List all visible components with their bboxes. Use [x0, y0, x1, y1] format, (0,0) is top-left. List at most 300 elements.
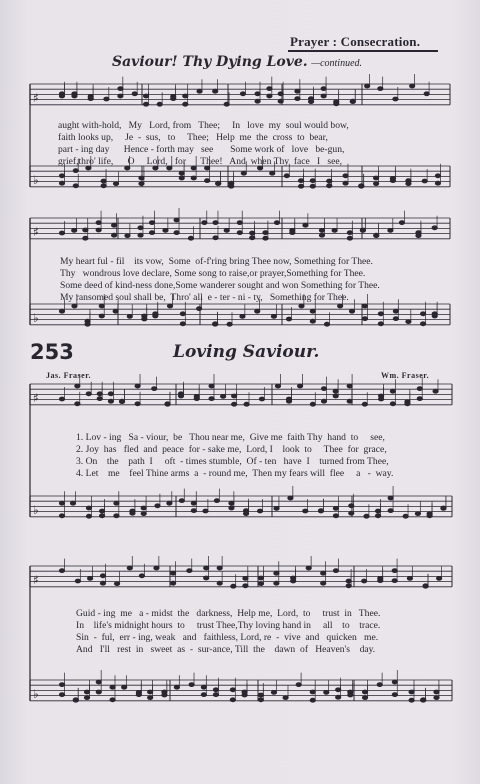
note-head	[343, 174, 348, 178]
note-head	[362, 304, 367, 308]
note-head	[197, 307, 202, 311]
note-head	[202, 221, 207, 225]
note-head	[271, 315, 276, 319]
clef-symbol: ♭	[33, 687, 39, 701]
note-head	[183, 102, 188, 106]
note-head	[72, 229, 77, 233]
note-head	[349, 309, 354, 313]
note-head	[141, 512, 146, 516]
note-head	[321, 399, 326, 403]
note-head	[327, 179, 332, 183]
note-head	[83, 236, 88, 240]
note-head	[59, 514, 64, 518]
note-head	[209, 384, 214, 388]
note-head	[333, 507, 338, 511]
note-head	[99, 514, 104, 518]
composer-credit: Jas. Fraser.	[46, 371, 92, 380]
note-head	[373, 182, 378, 186]
note-head	[415, 512, 420, 516]
note-head	[191, 509, 196, 513]
note-head	[205, 179, 210, 183]
note-head	[221, 395, 226, 399]
note-head	[84, 690, 89, 694]
note-head	[101, 179, 106, 183]
note-head	[217, 581, 222, 585]
note-head	[143, 94, 148, 98]
note-head	[349, 504, 354, 508]
note-head	[135, 402, 140, 406]
hymn-title: Loving Saviour.	[173, 342, 320, 362]
note-head	[240, 315, 245, 319]
note-head	[72, 304, 77, 308]
note-head	[216, 181, 221, 185]
clef-symbol: ♭	[33, 503, 39, 517]
note-head	[422, 179, 427, 183]
note-head	[139, 574, 144, 578]
hymn-number: 253	[30, 340, 74, 364]
note-head	[333, 569, 338, 573]
note-head	[113, 309, 118, 313]
note-head	[213, 688, 218, 692]
note-head	[97, 397, 102, 401]
note-head	[180, 312, 185, 316]
note-head	[349, 511, 354, 515]
note-head	[390, 389, 395, 393]
note-head	[378, 579, 383, 583]
note-head	[318, 509, 323, 513]
note-head	[59, 501, 64, 505]
note-head	[229, 501, 234, 505]
note-head	[310, 319, 315, 323]
note-head	[136, 693, 141, 697]
verse-line: 4. Let me feel Thine arms a - round me, Then my fears will flee a - way.	[76, 468, 394, 479]
note-head	[364, 514, 369, 518]
note-head	[306, 566, 311, 570]
note-head	[310, 690, 315, 694]
note-head	[141, 506, 146, 510]
lyric-line: faith looks up, Je - sus, to Thee; Help me the cross to bear,	[58, 132, 328, 143]
note-head	[230, 688, 235, 692]
note-head	[346, 584, 351, 588]
note-head	[297, 384, 302, 388]
note-head	[194, 397, 199, 401]
note-head	[167, 304, 172, 308]
note-head	[388, 496, 393, 500]
note-head	[217, 566, 222, 570]
note-head	[224, 229, 229, 233]
note-head	[327, 184, 332, 188]
note-head	[334, 102, 339, 106]
lyric-line: part - ing day Hence - forth may see Some work of love be-gun,	[58, 144, 345, 155]
note-head	[347, 236, 352, 240]
note-head	[99, 314, 104, 318]
note-head	[240, 92, 245, 96]
note-head	[75, 579, 80, 583]
note-head	[232, 394, 237, 398]
note-head	[157, 102, 162, 106]
note-head	[350, 99, 355, 103]
note-head	[241, 171, 246, 175]
note-head	[258, 582, 263, 586]
note-head	[286, 399, 291, 403]
note-head	[114, 582, 119, 586]
note-head	[319, 233, 324, 237]
continued-lyrics-block-2	[60, 256, 380, 304]
note-head	[255, 309, 260, 313]
note-head	[227, 322, 232, 326]
hymn-verses-part-1	[76, 432, 393, 480]
note-head	[290, 231, 295, 235]
note-head	[179, 176, 184, 180]
clef-symbol: ♭	[33, 173, 39, 187]
note-head	[72, 94, 77, 98]
note-head	[86, 514, 91, 518]
note-head	[165, 402, 170, 406]
note-head	[230, 698, 235, 702]
note-head	[362, 402, 367, 406]
note-head	[114, 514, 119, 518]
note-head	[59, 569, 64, 573]
note-head	[373, 176, 378, 180]
note-head	[392, 579, 397, 583]
note-head	[113, 182, 118, 186]
note-head	[271, 691, 276, 695]
note-head	[441, 506, 446, 510]
note-head	[432, 226, 437, 230]
verse-line: Guid - ing me a - midst the darkness, Help me, Lord, to trust in Thee.	[76, 608, 381, 619]
note-head	[333, 389, 338, 393]
note-head	[118, 87, 123, 91]
note-head	[274, 581, 279, 585]
note-head	[154, 566, 159, 570]
note-head	[138, 233, 143, 237]
note-head	[310, 184, 315, 188]
note-head	[390, 402, 395, 406]
note-head	[96, 221, 101, 225]
note-head	[417, 397, 422, 401]
note-head	[250, 236, 255, 240]
note-head	[108, 399, 113, 403]
note-head	[100, 574, 105, 578]
note-head	[298, 184, 303, 188]
note-head	[127, 566, 132, 570]
note-head	[83, 228, 88, 232]
note-head	[171, 571, 176, 575]
note-head	[435, 181, 440, 185]
note-head	[59, 181, 64, 185]
note-head	[378, 87, 383, 91]
note-head	[59, 693, 64, 697]
note-head	[112, 233, 117, 237]
note-head	[119, 399, 124, 403]
note-head	[378, 312, 383, 316]
note-head	[336, 688, 341, 692]
note-head	[308, 97, 313, 101]
note-head	[114, 501, 119, 505]
clef-symbol: ♯	[33, 91, 39, 105]
note-head	[392, 680, 397, 684]
note-head	[142, 314, 147, 318]
note-head	[189, 683, 194, 687]
note-head	[59, 397, 64, 401]
continued-label: —continued.	[311, 58, 363, 69]
note-head	[365, 84, 370, 88]
note-head	[162, 690, 167, 694]
note-head	[343, 181, 348, 185]
note-head	[179, 171, 184, 175]
verse-line: In life's midnight hours to trust Thee,Thy loving hand in all to trace.	[76, 620, 381, 631]
note-head	[171, 581, 176, 585]
note-head	[263, 231, 268, 235]
note-head	[375, 509, 380, 513]
note-head	[321, 581, 326, 585]
note-head	[59, 174, 64, 178]
note-head	[244, 402, 249, 406]
note-head	[213, 236, 218, 240]
note-head	[417, 387, 422, 391]
note-head	[295, 89, 300, 93]
note-head	[362, 696, 367, 700]
note-head	[433, 389, 438, 393]
note-head	[110, 698, 115, 702]
note-head	[295, 97, 300, 101]
note-head	[243, 584, 248, 588]
note-head	[112, 223, 117, 227]
note-head	[270, 171, 275, 175]
note-head	[375, 514, 380, 518]
note-head	[122, 685, 127, 689]
note-head	[377, 683, 382, 687]
note-head	[201, 693, 206, 697]
lyric-line: Thy wondrous love declare, Some song to raise,or prayer,Something for Thee.	[60, 268, 366, 279]
verse-line: 1. Lov - ing Sa - viour, be Thou near me, Give me faith Thy hand to see,	[76, 432, 385, 443]
note-head	[237, 221, 242, 225]
verse-line: 2. Joy has fled and peace for - sake me, Lord, I look to Thee for grace,	[76, 444, 387, 455]
note-head	[213, 89, 218, 93]
note-head	[435, 174, 440, 178]
note-head	[347, 384, 352, 388]
note-head	[201, 685, 206, 689]
note-head	[388, 509, 393, 513]
note-head	[59, 309, 64, 313]
note-head	[153, 314, 158, 318]
note-head	[348, 690, 353, 694]
note-head	[59, 231, 64, 235]
continued-hymn-title-text: Saviour! Thy Dying Love.	[112, 54, 308, 70]
note-head	[213, 693, 218, 697]
note-head	[310, 698, 315, 702]
note-head	[183, 94, 188, 98]
note-head	[135, 384, 140, 388]
note-head	[434, 696, 439, 700]
note-head	[274, 507, 279, 511]
note-head	[347, 231, 352, 235]
note-head	[96, 690, 101, 694]
note-head	[310, 179, 315, 183]
note-head	[138, 226, 143, 230]
note-head	[86, 392, 91, 396]
note-head	[263, 236, 268, 240]
note-head	[88, 577, 93, 581]
note-head	[258, 576, 263, 580]
note-head	[390, 179, 395, 183]
note-head	[403, 514, 408, 518]
note-head	[149, 221, 154, 225]
note-head	[360, 228, 365, 232]
note-head	[410, 84, 415, 88]
note-head	[379, 394, 384, 398]
verse-line: 3. On the path I oft - times stumble, Of - ten have I turned from Thee,	[76, 456, 389, 467]
note-head	[99, 304, 104, 308]
note-head	[213, 322, 218, 326]
note-head	[96, 228, 101, 232]
lyric-line: My ransomed soul shall be, Thro' all e - ter - ni - ty, Something for Thee.	[60, 292, 349, 303]
note-head	[274, 571, 279, 575]
note-head	[288, 496, 293, 500]
lyric-line: aught with-hold, My Lord, from Thee; In love my soul would bow,	[58, 120, 349, 131]
note-head	[171, 97, 176, 101]
note-head	[332, 229, 337, 233]
note-head	[130, 511, 135, 515]
note-head	[242, 690, 247, 694]
note-head	[362, 579, 367, 583]
note-head	[214, 499, 219, 503]
note-head	[409, 690, 414, 694]
note-head	[108, 392, 113, 396]
note-head	[139, 182, 144, 186]
note-head	[421, 322, 426, 326]
note-head	[393, 97, 398, 101]
note-head	[393, 309, 398, 313]
note-head	[392, 569, 397, 573]
note-head	[393, 317, 398, 321]
note-head	[143, 102, 148, 106]
note-head	[409, 698, 414, 702]
note-head	[321, 387, 326, 391]
note-head	[359, 184, 364, 188]
note-head	[75, 402, 80, 406]
note-head	[278, 99, 283, 103]
clef-symbol: ♯	[33, 573, 39, 587]
note-head	[174, 231, 179, 235]
note-head	[203, 509, 208, 513]
note-head	[178, 394, 183, 398]
note-head	[70, 501, 75, 505]
note-head	[73, 698, 78, 702]
note-head	[88, 97, 93, 101]
note-head	[274, 221, 279, 225]
note-head	[388, 229, 393, 233]
note-head	[291, 576, 296, 580]
note-head	[434, 690, 439, 694]
note-head	[284, 174, 289, 178]
note-head	[174, 685, 179, 689]
note-head	[257, 509, 262, 513]
note-head	[427, 514, 432, 518]
note-head	[84, 696, 89, 700]
note-head	[378, 322, 383, 326]
note-head	[224, 102, 229, 106]
note-head	[132, 92, 137, 96]
note-head	[310, 402, 315, 406]
note-head	[97, 392, 102, 396]
note-head	[283, 696, 288, 700]
section-heading: Prayer : Consecration.	[290, 34, 421, 49]
verse-line: Sin - ful, err - ing, weak and faithless, Lord, re - vive and quicken me.	[76, 632, 379, 643]
clef-symbol: ♭	[33, 311, 39, 325]
note-head	[229, 181, 234, 185]
note-head	[232, 402, 237, 406]
note-head	[324, 322, 329, 326]
note-head	[346, 579, 351, 583]
note-head	[255, 92, 260, 96]
note-head	[298, 179, 303, 183]
note-head	[432, 314, 437, 318]
note-head	[148, 690, 153, 694]
note-head	[406, 179, 411, 183]
note-head	[258, 693, 263, 697]
lyric-line: My heart ful - fil its vow, Some of-f'ring bring Thee now, Something for Thee.	[60, 256, 373, 267]
note-head	[243, 509, 248, 513]
note-head	[191, 501, 196, 505]
note-head	[139, 176, 144, 180]
note-head	[416, 231, 421, 235]
note-head	[59, 94, 64, 98]
clef-symbol: ♯	[33, 391, 39, 405]
note-head	[243, 577, 248, 581]
note-head	[421, 698, 426, 702]
note-head	[406, 320, 411, 324]
note-head	[299, 304, 304, 308]
note-head	[75, 384, 80, 388]
note-head	[362, 690, 367, 694]
note-head	[336, 695, 341, 699]
note-head	[338, 304, 343, 308]
note-head	[73, 184, 78, 188]
verse-line: And I'll rest in sweet as - sur-ance, Till the dawn of Heaven's day.	[76, 644, 376, 655]
hymn-verses-part-2	[76, 608, 380, 656]
note-head	[101, 184, 106, 188]
note-head	[104, 97, 109, 101]
note-head	[85, 319, 90, 323]
note-head	[229, 506, 234, 510]
note-head	[405, 402, 410, 406]
note-head	[174, 218, 179, 222]
note-head	[127, 315, 132, 319]
note-head	[296, 683, 301, 687]
note-head	[191, 176, 196, 180]
note-head	[204, 566, 209, 570]
note-head	[407, 577, 412, 581]
note-head	[209, 397, 214, 401]
note-head	[73, 169, 78, 173]
note-head	[187, 569, 192, 573]
note-head	[100, 581, 105, 585]
note-head	[59, 683, 64, 687]
note-head	[163, 229, 168, 233]
note-head	[259, 397, 264, 401]
note-head	[96, 680, 101, 684]
note-head	[324, 691, 329, 695]
note-head	[188, 236, 193, 240]
note-head	[250, 231, 255, 235]
note-head	[333, 394, 338, 398]
note-head	[310, 309, 315, 313]
clef-symbol: ♯	[33, 225, 39, 239]
note-head	[321, 571, 326, 575]
note-head	[110, 685, 115, 689]
note-head	[148, 696, 153, 700]
